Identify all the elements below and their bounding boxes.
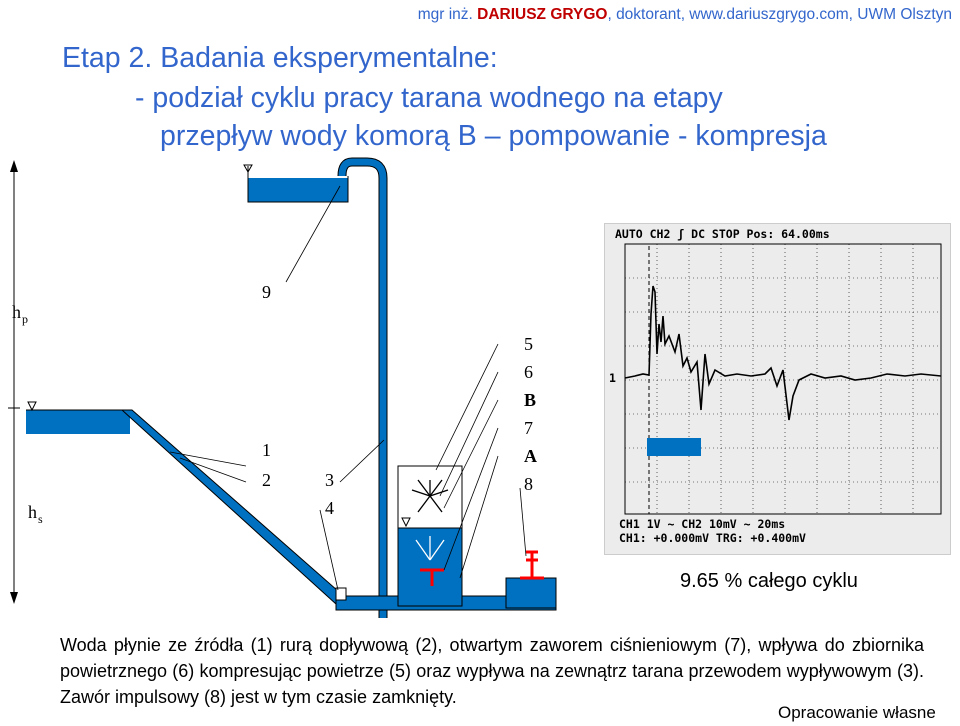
label-B: B (524, 390, 537, 410)
highlight-bar (647, 438, 701, 456)
label-6: 6 (524, 362, 533, 382)
scope-bottom-readout-2: CH1: +0.000mV TRG: +0.400mV (619, 531, 806, 545)
slide-title: Etap 2. Badania eksperymentalne: (62, 42, 498, 74)
label-hp: h (12, 302, 21, 322)
label-1: 1 (262, 440, 271, 460)
label-9: 9 (262, 282, 271, 302)
author-prefix: mgr inż. (417, 6, 478, 23)
label-hs-sub: s (38, 512, 43, 526)
leader-lines (170, 186, 526, 590)
water-level-marker (28, 402, 36, 410)
label-2: 2 (262, 470, 271, 490)
scope-frame (625, 244, 941, 514)
label-7: 7 (524, 418, 533, 438)
dimension-arrow-top (10, 160, 18, 172)
label-5: 5 (524, 334, 533, 354)
author-name: DARIUSZ GRYGO (477, 6, 608, 23)
author-suffix: , doktorant, www.dariuszgrygo.com, UWM Olsztyn (607, 6, 952, 23)
outlet-valve (336, 588, 346, 600)
description-text: Woda płynie ze źródła (1) rurą dopływową (2), otwartym zaworem ciśnieniowym (7), wpływa do zbiornika powietrznego (6) kompresując powietrze (5) oraz wypływa na zewnątrz tarana przewodem wypływowym (3). Zawór impulsowy (8) jest w tym czasie zamknięty. (60, 635, 924, 707)
label-hs: h (28, 502, 37, 522)
credit-text: Opracowanie własne (778, 703, 936, 722)
source-tank-water (26, 410, 130, 434)
delivery-pipe-water (342, 162, 383, 618)
slide-subtitle-2: przepływ wody komorą B – pompowanie - kompresja (160, 120, 827, 152)
dimension-arrow-bottom (10, 592, 18, 604)
label-4: 4 (325, 498, 334, 518)
label-A: A (524, 446, 537, 466)
oscilloscope-screenshot (604, 223, 951, 555)
drive-pipe (122, 410, 346, 604)
label-3: 3 (325, 470, 334, 490)
channel-marker: 1 (609, 371, 616, 385)
scope-grid (625, 244, 941, 514)
slide-subtitle: - podział cyklu pracy tarana wodnego na etapy (135, 82, 723, 114)
label-8: 8 (524, 474, 533, 494)
impulse-chamber (506, 578, 556, 608)
cycle-percentage: 9.65 % całego cyklu (680, 570, 858, 592)
pressure-trace (625, 286, 941, 420)
label-hp-sub: p (22, 312, 28, 326)
impulse-valve (520, 552, 544, 578)
scope-top-readout: AUTO CH2 ʃ DC STOP Pos: 64.00ms (615, 227, 830, 241)
delivery-pipe (342, 162, 383, 618)
scope-bottom-readout-1: CH1 1V ~ CH2 10mV ~ 20ms (619, 517, 786, 531)
